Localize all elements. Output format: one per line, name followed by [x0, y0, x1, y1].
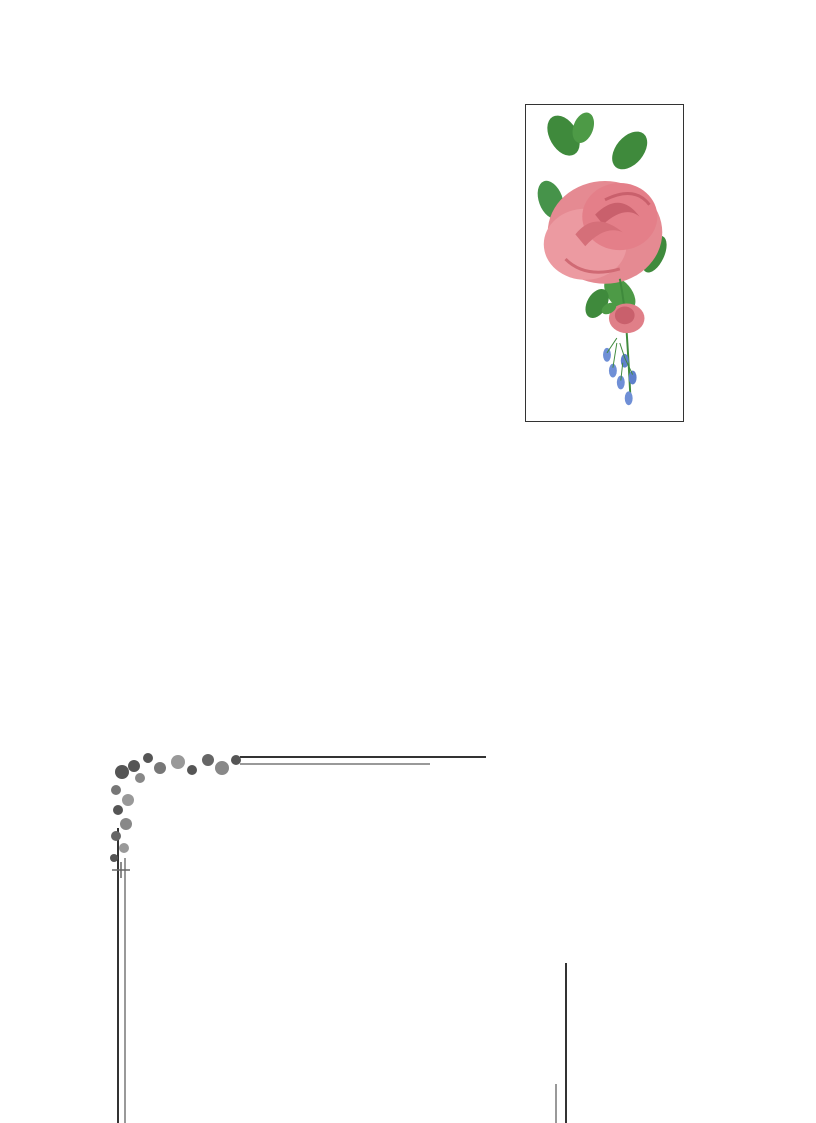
flower-corner-icon — [110, 753, 241, 878]
rose-picture — [525, 104, 684, 422]
rose-icon — [526, 105, 683, 421]
decorative-frame — [100, 748, 580, 1123]
